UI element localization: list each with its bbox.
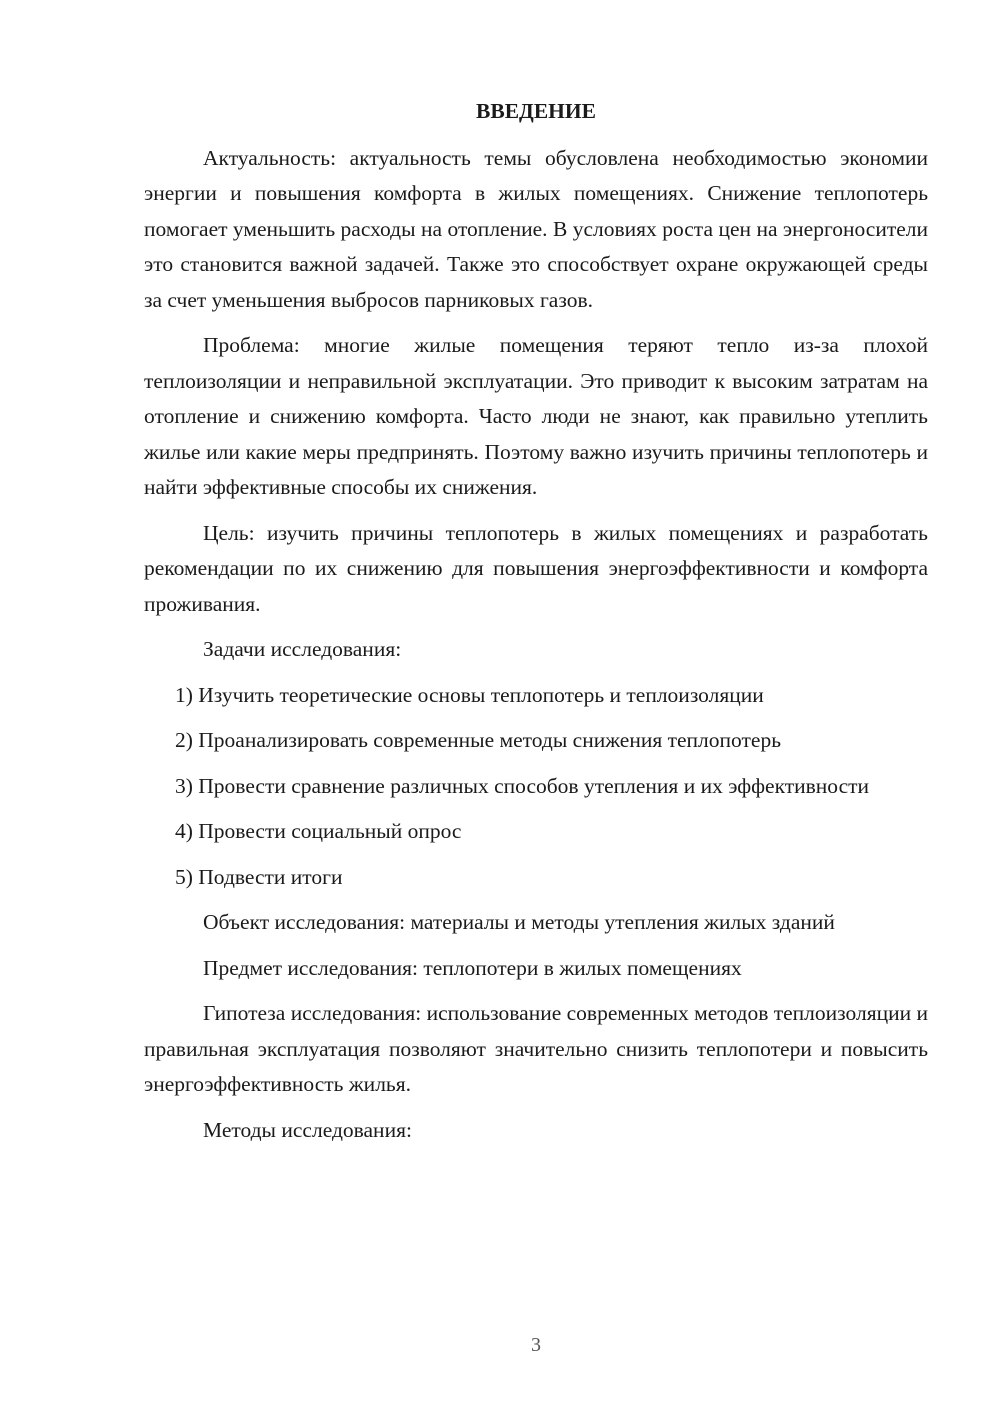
task-item-1: 1) Изучить теоретические основы теплопотерь и теплоизоляции (175, 682, 764, 707)
task-item-5: 5) Подвести итоги (175, 864, 343, 889)
task-item-4: 4) Провести социальный опрос (175, 819, 462, 843)
relevance-paragraph: Актуальность: актуальность темы обусловлена необходимостью экономии энергии и повышения комфорта в жилых помещениях. Снижение теплопотерь помогает уменьшить расходы на отопление. В условиях роста цен на энергоносители это становится важной задачей. Также это способствует охране окружающей среды за счет уменьшения выбросов парниковых газов. (144, 145, 928, 312)
object-paragraph: Объект исследования: материалы и методы утепления жилых зданий (203, 910, 835, 934)
page-title: ВВЕДЕНИЕ (476, 99, 596, 123)
problem-paragraph: Проблема: многие жилые помещения теряют тепло из-за плохой теплоизоляции и неправильной эксплуатации. Это приводит к высоким затратам на отопление и снижению комфорта. Часто люди не знают, как правильно утеплить жилье или какие меры предпринять. Поэтому важно изучить причины теплопотерь и найти эффективные способы их снижения. (144, 333, 928, 499)
page-content (144, 94, 928, 1158)
page-number: 3 (531, 1334, 541, 1356)
task-item-3: 3) Провести сравнение различных способов утепления и их эффективности (175, 773, 870, 798)
task-item-2: 2) Проанализировать современные методы снижения теплопотерь (175, 728, 781, 752)
tasks-heading: Задачи исследования: (203, 637, 402, 661)
goal-paragraph: Цель: изучить причины теплопотерь в жилых помещениях и разработать рекомендации по их снижению для повышения энергоэффективности и комфорта проживания. (144, 520, 928, 616)
subject-paragraph: Предмет исследования: теплопотери в жилых помещениях (203, 955, 742, 980)
hypothesis-paragraph: Гипотеза исследования: использование современных методов теплоизоляции и правильная эксплуатация позволяют значительно снизить теплопотери и повысить энергоэффективность жилья. (144, 1001, 928, 1096)
methods-heading: Методы исследования: (203, 1117, 412, 1142)
